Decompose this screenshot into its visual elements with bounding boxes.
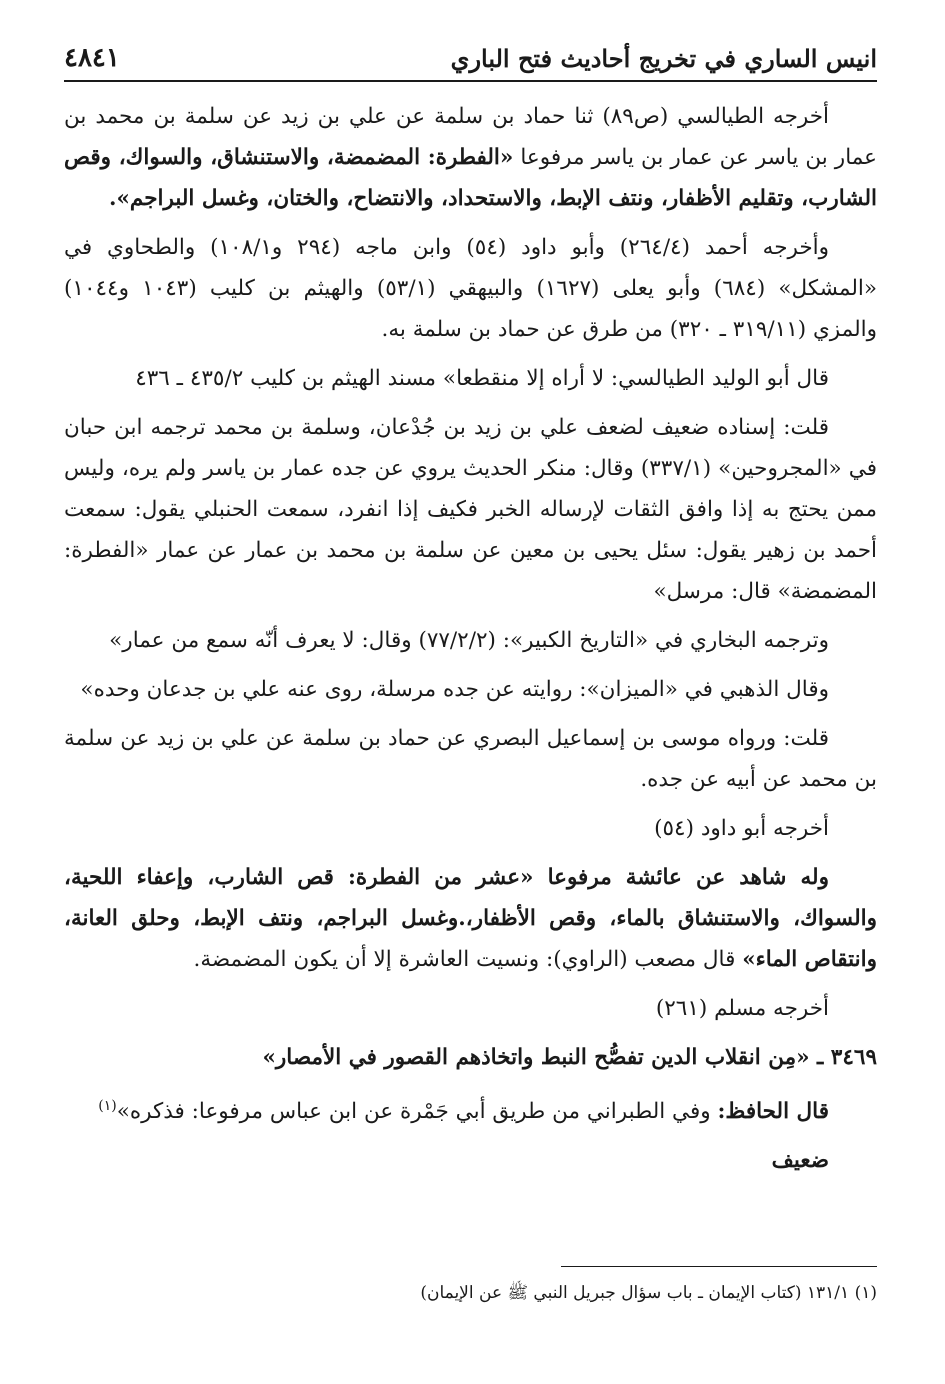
- page-body: [64, 96, 877, 1189]
- paragraph-musa: [64, 718, 877, 800]
- paragraph-text: وقال الذهبي في «الميزان»: روايته عن جده مرسلة، روى عنه علي بن جدعان وحده»: [80, 677, 829, 702]
- paragraph-text: وأخرجه أحمد (٢٦٤/٤) وأبو داود (٥٤) وابن ماجه (٢٩٤ و١٠٨/١) والطحاوي في «المشكل» (٦٨٤) وأبو يعلى (١٦٢٧) والبيهقي (٥٣/١) والهيثم بن كليب (١٠٤٣ و١٠٤٤) والمزي (٣١٩/١١ ـ ٣٢٠) من طرق عن حماد بن سلمة به.: [64, 235, 878, 342]
- paragraph-text: أخرجه مسلم (٢٦١): [655, 996, 829, 1021]
- footnote-rule: [561, 1266, 877, 1267]
- paragraph-text: قال مصعب (الراوي): ونسيت العاشرة إلا أن يكون المضمضة.: [193, 947, 743, 972]
- paragraph-dhahabi: [64, 669, 877, 710]
- paragraph-text: أخرجه الطيالسي (ص٨٩) ثنا حماد بن سلمة عن علي بن زيد عن سلمة بن محمد بن عمار بن ياسر عن عمار بن ياسر مرفوعا: [64, 104, 877, 170]
- footnote: (١) ١٣١/١ (كتاب الإيمان ـ باب سؤال جبريل النبي ﷺ عن الإيمان): [420, 1283, 877, 1303]
- hafiz-label: قال الحافظ:: [717, 1099, 829, 1125]
- grade-label: ضعيف: [771, 1148, 829, 1174]
- paragraph-text: قلت: إسناده ضعيف لضعف علي بن زيد بن جُدْعان، وسلمة بن محمد ترجمه ابن حبان في «المجروحين» (٣٣٧/١) وقال: منكر الحديث يروي عن جده عمار بن ياسر ولم يره، وليس ممن يحتج به إذا وافق الثقات لإرساله الخبر فكيف إذا انفرد، سمعت الحنبلي يقول: سمعت أحمد بن زهير يقول: سئل يحيى بن معين عن سلمة بن محمد بن عمار عن عمار «الفطرة: المضمضة» قال: مرسل»: [64, 415, 877, 604]
- paragraph-text: قال أبو الوليد الطيالسي: لا أراه إلا منقطعا» مسند الهيثم بن كليب ٤٣٥/٢ ـ ٤٣٦: [135, 366, 829, 391]
- paragraph-text: وفي الطبراني من طريق أبي جَمْرة عن ابن عباس مرفوعا: فذكره»: [116, 1099, 718, 1125]
- paragraph-text: قلت: ورواه موسى بن إسماعيل البصري عن حماد بن سلمة عن علي بن زيد عن سلمة بن محمد عن أبيه عن جده.: [64, 726, 877, 792]
- footnote-reference[interactable]: (١): [98, 1098, 117, 1114]
- paragraph-text: وترجمه البخاري في «التاريخ الكبير»: (٧٧/٢/٢) وقال: لا يعرف أنّه سمع من عمار»: [109, 628, 829, 653]
- entry-heading: ٣٤٦٩ ـ «مِن انقلاب الدين تفصُّح النبط واتخاذهم القصور في الأمصار»: [262, 1045, 877, 1070]
- paragraph-text: أخرجه أبو داود (٥٤): [654, 816, 829, 841]
- paragraph-abu-walid: [64, 358, 877, 399]
- paragraph-abu-dawud: [64, 808, 877, 849]
- header-rule: [64, 80, 877, 82]
- page-number: ٤٨٤١: [64, 43, 120, 73]
- paragraph-tayalisi: [64, 96, 877, 219]
- paragraph-hafiz: [64, 1086, 877, 1132]
- paragraph-ahmad: [64, 227, 877, 350]
- page-header: [64, 38, 877, 78]
- paragraph-bukhari: [64, 620, 877, 661]
- hadith-text: وله شاهد عن عائشة مرفوعا «عشر من الفطرة: قص الشارب، وإعفاء اللحية، والسواك، والاستنشاق بالماء، وقص الأظفار،.وغسل البراجم، ونتف الإبط، وحلق العانة، وانتقاص الماء»: [64, 865, 877, 972]
- paragraph-muslim: [64, 988, 877, 1029]
- hadith-text: «الفطرة: المضمضة، والاستنشاق، والسواك، وقص الشارب، وتقليم الأظفار، ونتف الإبط، والاستحداد، والانتضاح، والختان، وغسل البراجم».: [64, 145, 877, 211]
- running-title: انيس الساري في تخريج أحاديث فتح الباري: [450, 43, 877, 73]
- paragraph-aisha: [64, 857, 877, 980]
- paragraph-isnad: [64, 407, 877, 612]
